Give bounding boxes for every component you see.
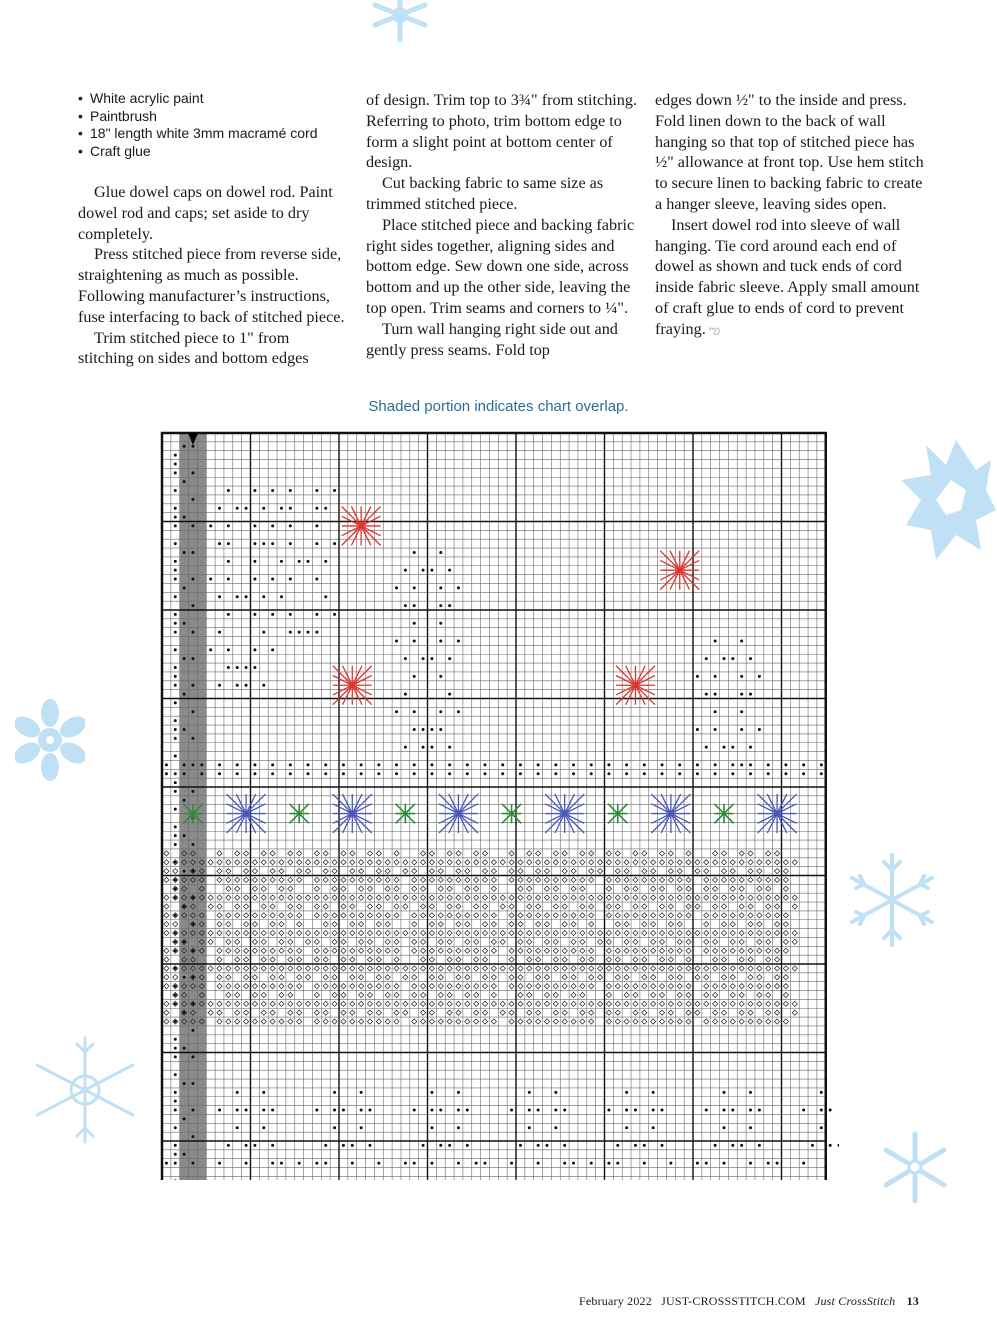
instructions-column-1 bbox=[78, 182, 348, 369]
blue-snowflake-icon bbox=[333, 794, 372, 833]
blue-snowflake-icon bbox=[651, 794, 690, 833]
instruction-paragraph bbox=[655, 215, 931, 341]
snowflake-decoration-right-middle bbox=[842, 850, 942, 950]
green-cross-icon bbox=[289, 804, 308, 823]
instruction-paragraph: Press stitched piece from reverse side, straightening as much as possible. Following manufacturer’s instructions, fuse interfacing to back of stitched piece. bbox=[78, 245, 345, 326]
snowflake-decoration-right-lower bbox=[880, 1130, 950, 1205]
red-snowflake-icon bbox=[342, 506, 381, 545]
materials-item: • Craft glue bbox=[78, 143, 358, 161]
blue-snowflake-icon bbox=[758, 794, 797, 833]
snowflake-decoration-left-lower bbox=[25, 1030, 145, 1150]
instruction-paragraph: Glue dowel caps on dowel rod. Paint dowel rod and caps; set aside to dry completely. bbox=[78, 183, 333, 243]
instruction-paragraph: Place stitched piece and backing fabric right sides together, aligning sides and bottom edge. Sew down one side, across bottom and up the other side, leaving the top open. Trim seams and corners to ¼". bbox=[366, 215, 635, 317]
snowflake-decoration-right-upper bbox=[896, 430, 997, 580]
green-cross-icon bbox=[183, 804, 202, 823]
materials-item: • Paintbrush bbox=[78, 108, 358, 126]
instruction-paragraph: Cut backing fabric to same size as trimmed stitched piece. bbox=[366, 174, 604, 213]
instruction-paragraph: edges down ½" to the inside and press. Fold linen down to the back of wall hanging so that top of stitched piece has ½" allowance at front top. Use hem stitch to secure linen to backing fabric to create a hanger sleeve, leaving sides open. bbox=[655, 91, 924, 213]
green-cross-icon bbox=[714, 804, 733, 823]
footer-url: JUST-CROSSSTITCH.COM bbox=[661, 1294, 806, 1308]
footer-magazine: Just CrossStitch bbox=[814, 1294, 896, 1308]
instructions-column-2 bbox=[366, 90, 638, 360]
green-cross-icon bbox=[608, 804, 627, 823]
materials-item: • 18" length white 3mm macramé cord bbox=[78, 125, 358, 143]
green-cross-icon bbox=[396, 804, 415, 823]
materials-item: • White acrylic paint bbox=[78, 90, 358, 108]
instruction-text: Insert dowel rod into sleeve of wall hanging. Tie cord around each end of dowel as shown and tuck ends of cord inside fabric sleeve. Apply small amount of craft glue to ends of cord to prevent fraying. bbox=[655, 215, 920, 338]
blue-snowflake-icon bbox=[439, 794, 478, 833]
instruction-paragraph: of design. Trim top to 3¾" from stitching. Referring to photo, trim bottom edge to form a slight point at bottom center of design. bbox=[366, 91, 638, 172]
page-number: 13 bbox=[906, 1294, 919, 1308]
end-mark-icon: ఌ bbox=[708, 321, 721, 337]
page-footer bbox=[579, 1294, 919, 1309]
blue-snowflake-icon bbox=[545, 794, 584, 833]
red-snowflake-icon bbox=[333, 666, 372, 705]
materials-list bbox=[78, 90, 358, 160]
cross-stitch-chart bbox=[159, 430, 839, 1180]
green-cross-icon bbox=[502, 804, 521, 823]
instructions-column-3 bbox=[655, 90, 931, 341]
red-snowflake-icon bbox=[616, 666, 655, 705]
snowflake-decoration-left bbox=[15, 695, 85, 785]
chart-caption: Shaded portion indicates chart overlap. bbox=[368, 398, 629, 415]
snowflake-decoration-top bbox=[360, 0, 440, 45]
red-snowflake-icon bbox=[660, 551, 699, 590]
instruction-paragraph: Turn wall hanging right side out and gently press seams. Fold top bbox=[366, 319, 618, 359]
footer-date: February 2022 bbox=[579, 1294, 652, 1308]
blue-snowflake-icon bbox=[227, 794, 266, 833]
chart-dot-symbols bbox=[165, 445, 839, 1180]
instruction-paragraph: Trim stitched piece to 1" from stitching on sides and bottom edges bbox=[78, 328, 309, 368]
